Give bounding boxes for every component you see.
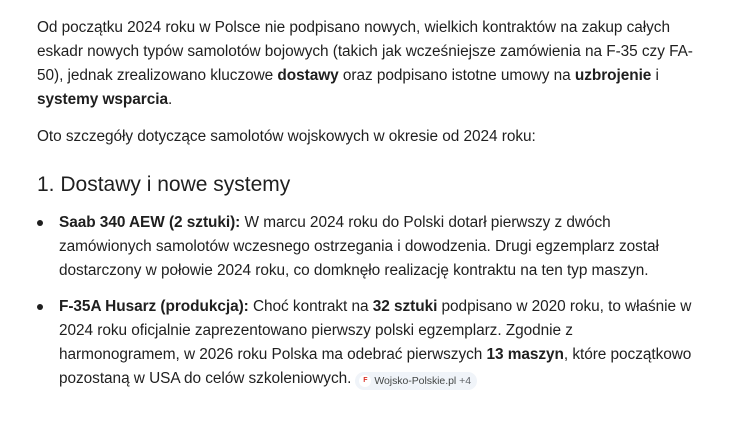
intro-text-2: oraz podpisano istotne umowy na (338, 67, 575, 84)
list-item-title: F-35A Husarz (produkcja): (59, 298, 249, 315)
list-item-body: W marcu 2024 roku do Polski dotarł pierwszy z dwóch zamówionych samolotów wczesnego ostrzegania i dowodzenia. Drugi egzemplarz został dostarczony w połowie 2024 roku, co domknęło realizację kontraktu na ten typ maszyn. (59, 214, 659, 279)
source-chip[interactable] (355, 372, 477, 390)
source-favicon-icon: F (359, 375, 371, 387)
intro-text-3: i (651, 67, 659, 84)
source-chip-label: Wojsko-Polskie.pl (374, 375, 457, 387)
lead-paragraph: Oto szczegóły dotyczące samolotów wojskowych w okresie od 2024 roku: (37, 128, 536, 145)
list-item-bold-machines: 13 maszyn (486, 346, 564, 363)
section-heading: 1. Dostawy i nowe systemy (37, 173, 291, 196)
bullet-dot-icon (37, 304, 43, 310)
bullet-dot-icon (37, 220, 43, 226)
intro-bold-dostawy: dostawy (277, 67, 339, 84)
list-item-text (59, 298, 691, 387)
intro-bold-uzbrojenie: uzbrojenie (574, 67, 652, 84)
intro-bold-systemy-wsparcia: systemy wsparcia (37, 91, 168, 108)
list-item-text (59, 214, 659, 279)
source-chip-count: +4 (459, 375, 472, 387)
response-content (37, 16, 697, 403)
list-item-title: Saab 340 AEW (2 sztuki): (59, 214, 241, 231)
intro-text-1: Od początku 2024 roku w Polsce nie podpisano nowych, wielkich kontraktów na zakup całych eskadr nowych typów samolotów bojowych (takich jak wcześniejsze zamówienia na F-35 czy FA-50), jednak zrealizowano kluczowe (37, 19, 693, 84)
list-item-body-3: , które początkowo pozostaną w USA do celów szkoleniowych. (59, 346, 692, 387)
intro-text-4: . (167, 91, 173, 108)
intro-paragraph (37, 16, 697, 112)
list-item-body-2: podpisano w 2020 roku, to właśnie w 2024 roku oficjalnie zaprezentowano pierwszy polski egzemplarz. Zgodnie z harmonogramem, w 2026 roku Polska ma odebrać pierwszych (59, 298, 692, 363)
list-item (37, 295, 697, 391)
bullet-list (37, 211, 697, 391)
list-item-body-1: Choć kontrakt na (248, 298, 373, 315)
list-item (37, 211, 697, 283)
list-item-bold-count: 32 sztuki (372, 298, 438, 315)
